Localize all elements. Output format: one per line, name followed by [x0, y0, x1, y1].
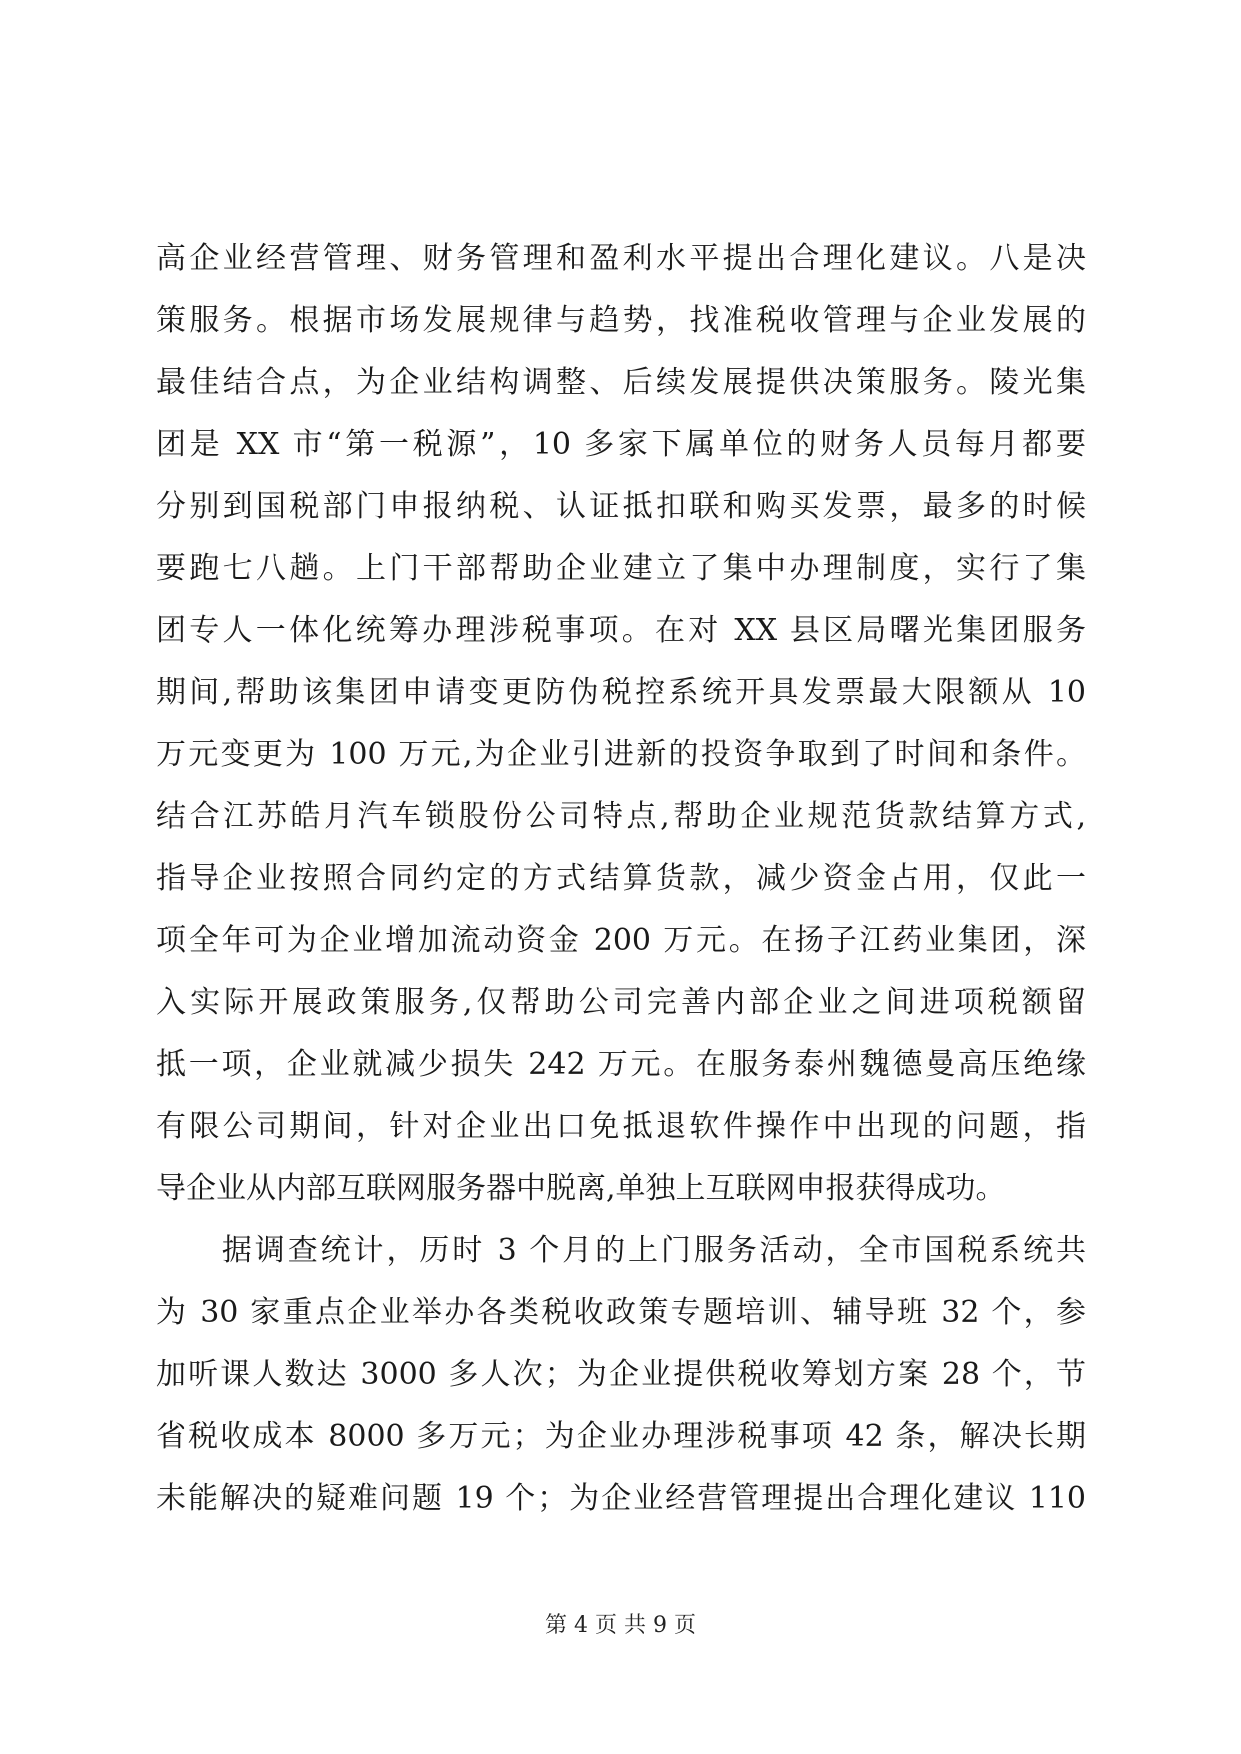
text-line: 团专人一体化统筹办理涉税事项。在对 XX 县区局曙光集团服务: [156, 613, 1086, 648]
text-line: 高企业经营管理、财务管理和盈利水平提出合理化建议。八是决: [156, 241, 1086, 276]
page-footer: 第 4 页 共 9 页: [545, 1613, 696, 1638]
paragraph-2: [156, 1220, 1086, 1530]
text-line: 最佳结合点，为企业结构调整、后续发展提供决策服务。陵光集: [156, 365, 1086, 400]
text-line: 抵一项，企业就减少损失 242 万元。在服务泰州魏德曼高压绝缘: [156, 1047, 1086, 1082]
body-text: [156, 228, 1086, 1530]
text-line: 据调查统计，历时 3 个月的上门服务活动，全市国税系统共: [156, 1233, 1086, 1268]
text-line: 指导企业按照合同约定的方式结算货款，减少资金占用，仅此一: [156, 861, 1086, 896]
text-line: 万元变更为 100 万元,为企业引进新的投资争取到了时间和条件。: [156, 737, 1086, 772]
text-line: 期间,帮助该集团申请变更防伪税控系统开具发票最大限额从 10: [156, 675, 1086, 710]
text-line: 为 30 家重点企业举办各类税收政策专题培训、辅导班 32 个，参: [156, 1295, 1086, 1330]
text-line: 团是 XX 市“第一税源”，10 多家下属单位的财务人员每月都要: [156, 427, 1086, 462]
text-line: 结合江苏皓月汽车锁股份公司特点,帮助企业规范货款结算方式,: [156, 799, 1086, 834]
text-line: 导企业从内部互联网服务器中脱离,单独上互联网申报获得成功。: [156, 1171, 1006, 1206]
text-line: 分别到国税部门申报纳税、认证抵扣联和购买发票，最多的时候: [156, 489, 1086, 524]
text-line: 省税收成本 8000 多万元；为企业办理涉税事项 42 条，解决长期: [156, 1419, 1086, 1454]
text-line: 入实际开展政策服务,仅帮助公司完善内部企业之间进项税额留: [156, 985, 1086, 1020]
text-line: 要跑七八趟。上门干部帮助企业建立了集中办理制度，实行了集: [156, 551, 1086, 586]
text-line: 有限公司期间，针对企业出口免抵退软件操作中出现的问题，指: [156, 1109, 1086, 1144]
paragraph-1: [156, 228, 1086, 1220]
text-line: 项全年可为企业增加流动资金 200 万元。在扬子江药业集团，深: [156, 923, 1086, 958]
text-line: 未能解决的疑难问题 19 个；为企业经营管理提出合理化建议 110: [156, 1481, 1086, 1516]
text-line: 策服务。根据市场发展规律与趋势，找准税收管理与企业发展的: [156, 303, 1086, 338]
text-line: 加听课人数达 3000 多人次；为企业提供税收筹划方案 28 个，节: [156, 1357, 1086, 1392]
